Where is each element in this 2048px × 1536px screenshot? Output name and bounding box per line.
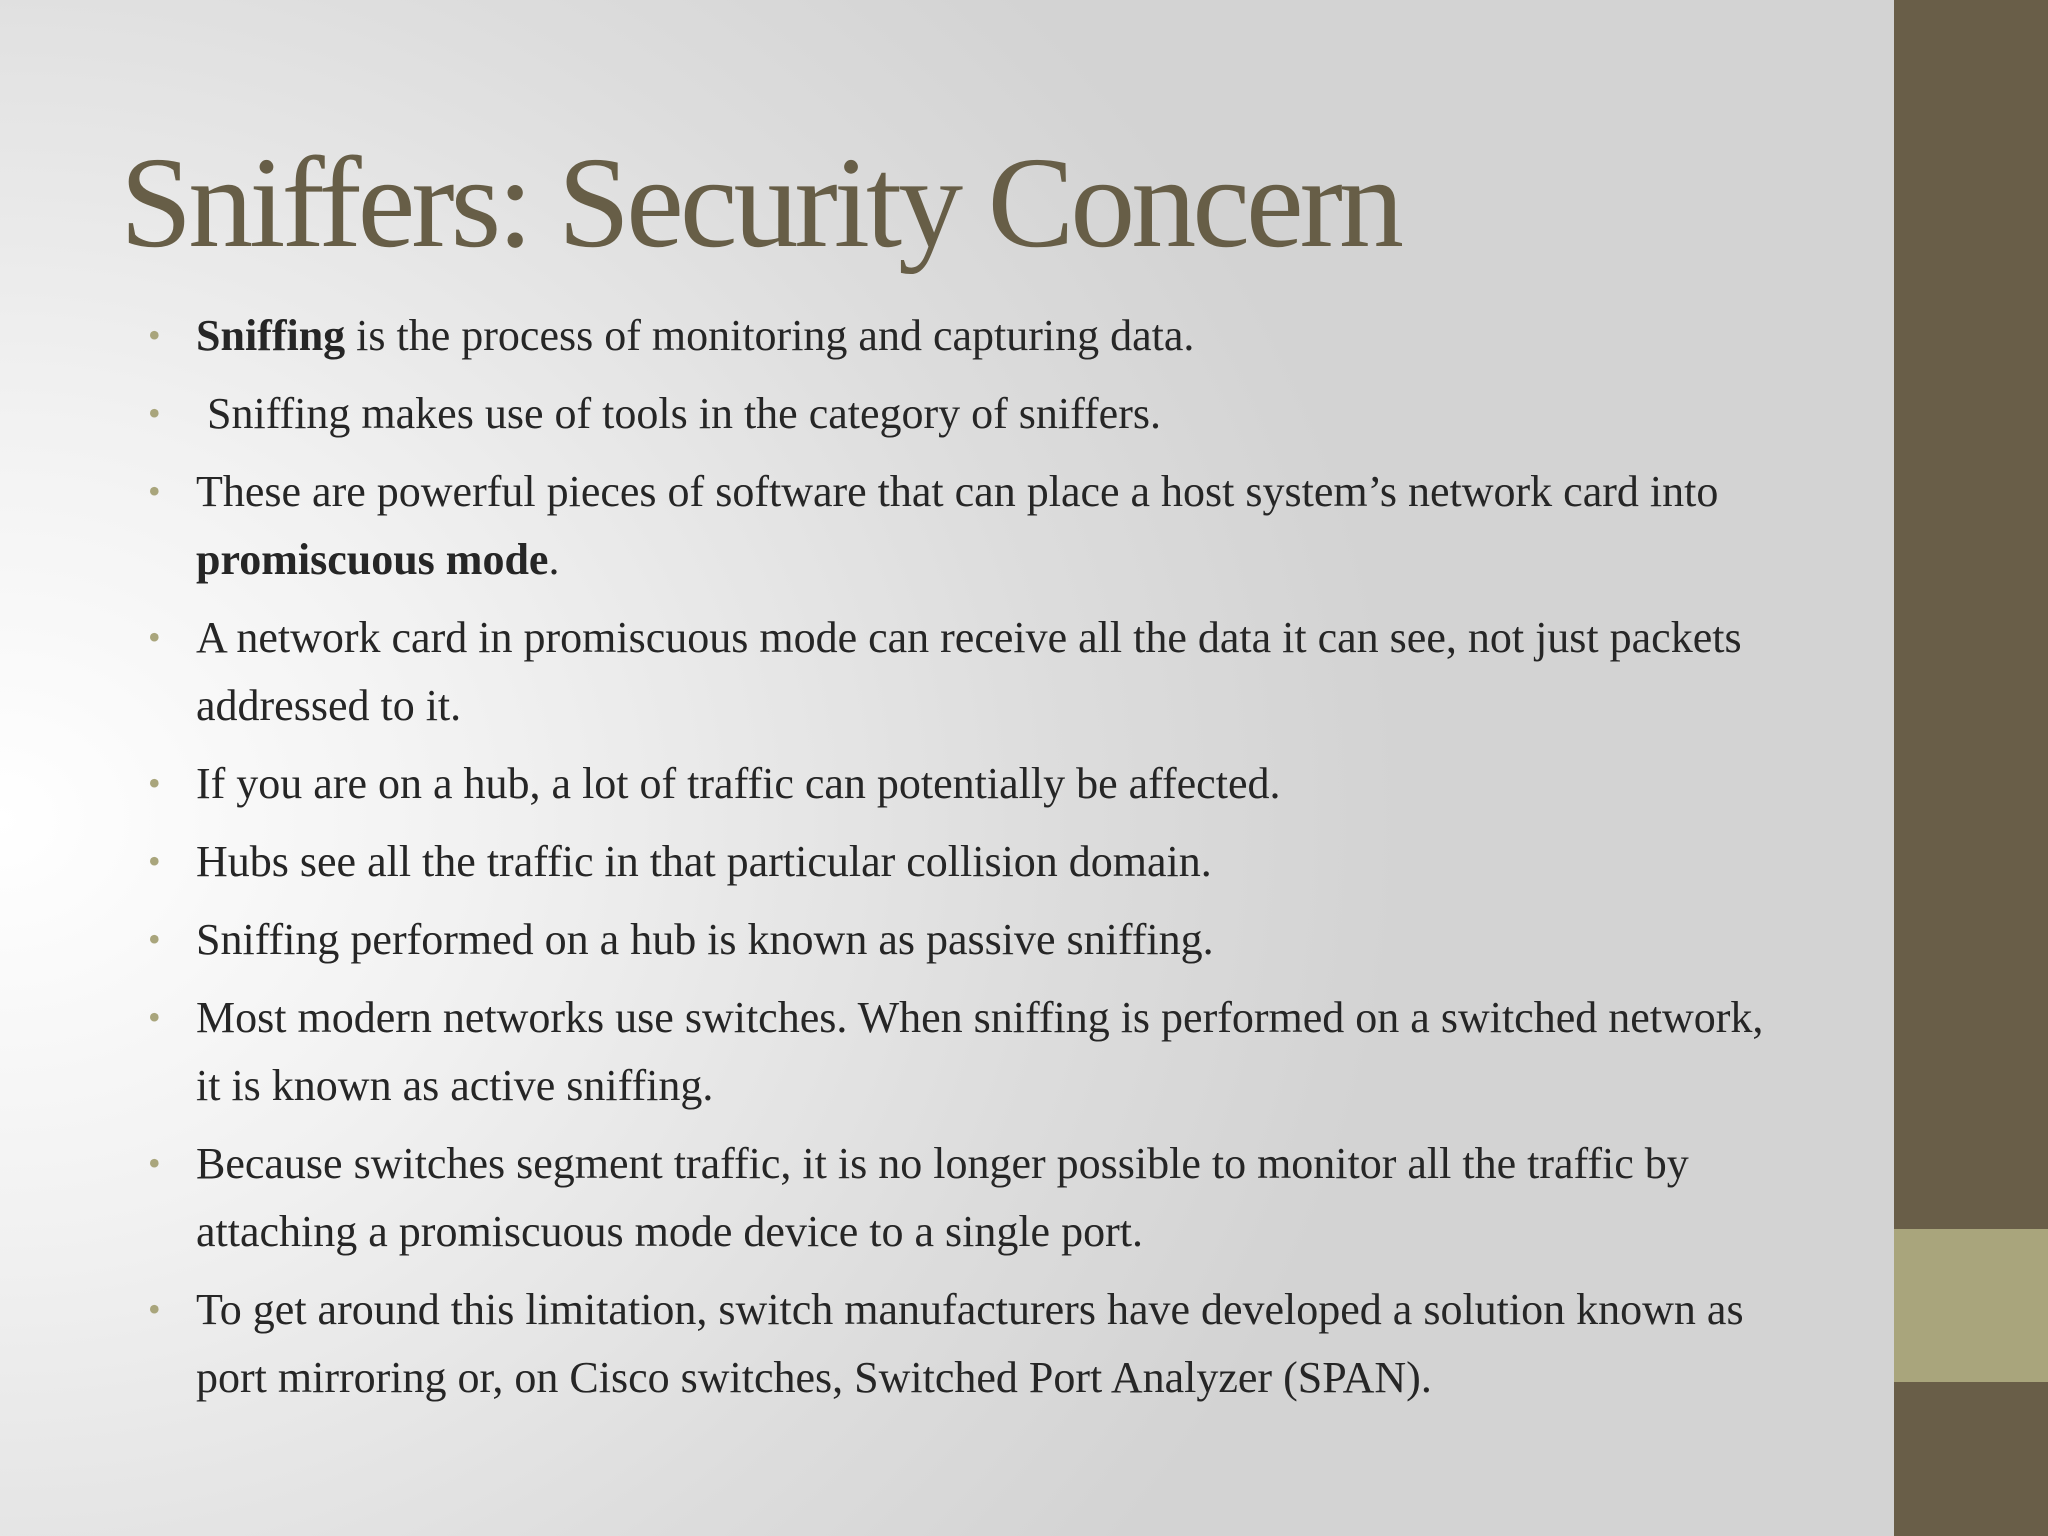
bullet-item (148, 458, 1788, 594)
bullet-item (148, 906, 1788, 974)
bullet-icon: • (148, 1289, 161, 1329)
bullet-text: These are powerful pieces of software that can place a host system’s network card into (196, 467, 1719, 516)
bullet-icon: • (148, 315, 161, 355)
bullet-item (148, 1130, 1788, 1266)
bullet-bold-text: Sniffing (196, 311, 346, 360)
bullet-icon: • (148, 997, 161, 1037)
bullet-icon: • (148, 763, 161, 803)
bullet-text: Sniffing performed on a hub is known as passive sniffing. (196, 915, 1214, 964)
bullet-text: Most modern networks use switches. When sniffing is performed on a switched network, it is known as active sniffing. (196, 993, 1764, 1110)
bullet-item (148, 380, 1788, 448)
slide-title: Sniffers: Security Concern (120, 131, 1400, 275)
bullet-icon: • (148, 471, 161, 511)
bullet-item (148, 750, 1788, 818)
bullet-icon: • (148, 393, 161, 433)
bullet-tail-text: . (548, 535, 560, 584)
bullet-bold-text: promiscuous mode (196, 535, 549, 584)
bullet-icon: • (148, 1143, 161, 1183)
bullet-text: Sniffing makes use of tools in the category of sniffers. (196, 389, 1161, 438)
bullet-text: Hubs see all the traffic in that particular collision domain. (196, 837, 1212, 886)
bullet-item (148, 302, 1788, 370)
bullet-list (148, 302, 1788, 1422)
bullet-item (148, 1276, 1788, 1412)
bullet-text: A network card in promiscuous mode can receive all the data it can see, not just packets addressed to it. (196, 613, 1742, 730)
bullet-icon: • (148, 617, 161, 657)
bullet-item (148, 604, 1788, 740)
bullet-item (148, 984, 1788, 1120)
bullet-text: Because switches segment traffic, it is no longer possible to monitor all the traffic by attaching a promiscuous mode device to a single port. (196, 1139, 1689, 1256)
bullet-icon: • (148, 919, 161, 959)
bullet-text: If you are on a hub, a lot of traffic can potentially be affected. (196, 759, 1281, 808)
bullet-item (148, 828, 1788, 896)
bullet-icon: • (148, 841, 161, 881)
bullet-text: To get around this limitation, switch manufacturers have developed a solution known as port mirroring or, on Cisco switches, Switched Port Analyzer (SPAN). (196, 1285, 1744, 1402)
bullet-text: is the process of monitoring and capturing data. (345, 311, 1195, 360)
sidebar-accent-block (1894, 1229, 2048, 1382)
